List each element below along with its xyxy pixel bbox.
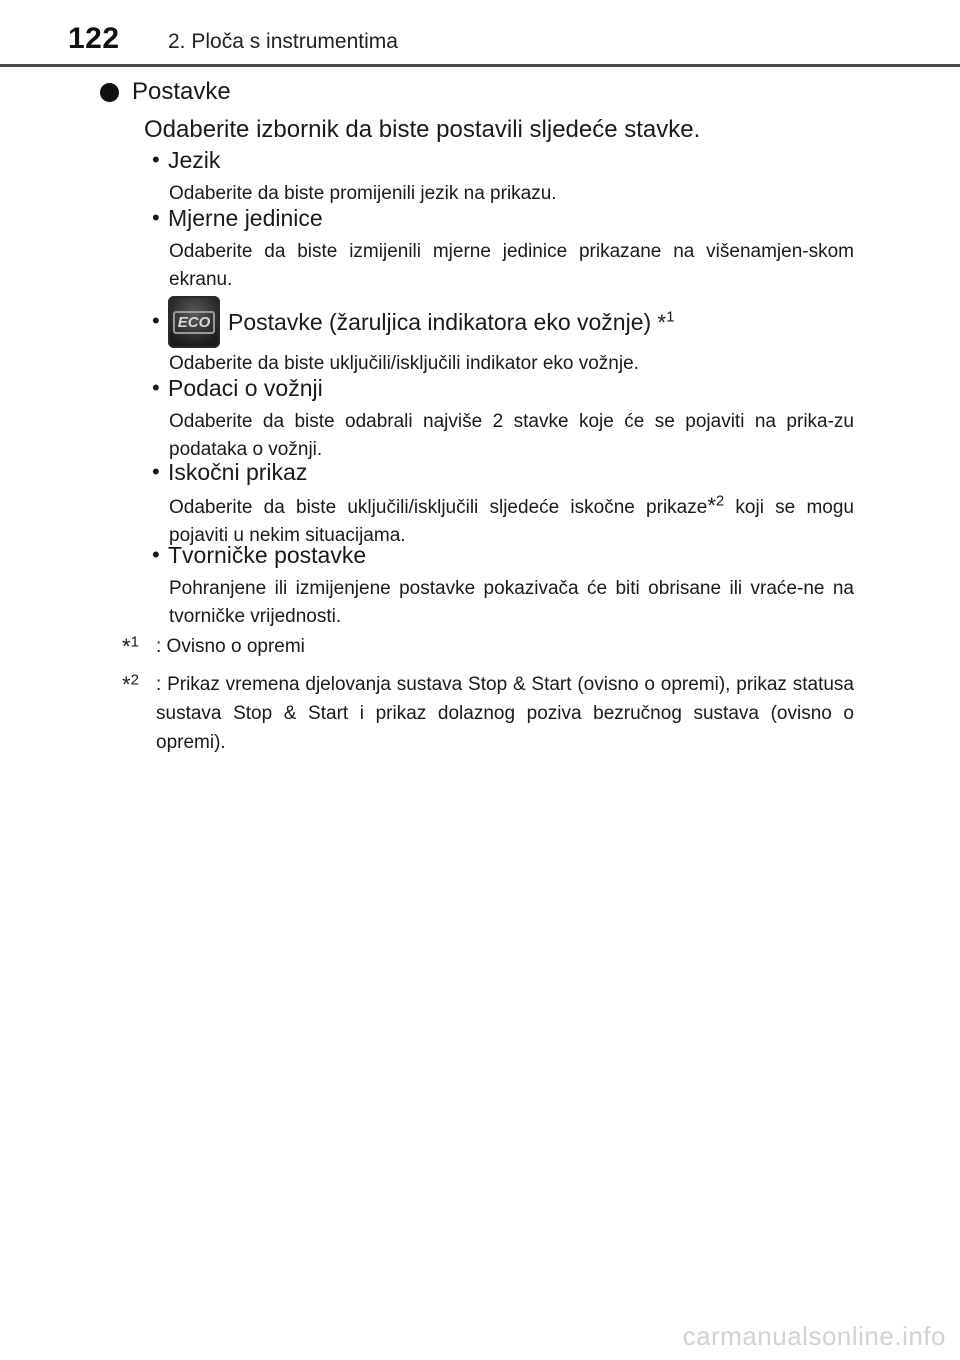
- item-title: Iskočni prikaz: [168, 459, 308, 485]
- page-header: [0, 0, 960, 70]
- item-title: Postavke (žaruljica indikatora eko vožnje) *$^1$: [228, 307, 675, 335]
- item-title: Mjerne jedinice: [168, 205, 323, 231]
- eco-indicator-icon: ECO: [168, 296, 220, 348]
- footnote: [122, 670, 854, 757]
- footnote-text: : Ovisno o opremi: [156, 636, 305, 657]
- bullet-icon: •: [152, 308, 160, 333]
- item-description: Pohranjene ili izmijenjene postavke pokazivača će biti obrisane ili vraće-ne na tvorničke vrijednosti.: [169, 578, 854, 627]
- footnote-marker: *$^1$: [122, 633, 139, 659]
- bullet-icon: •: [152, 375, 160, 400]
- bullet-icon: •: [152, 459, 160, 484]
- chapter-title: 2. Ploča s instrumentima: [168, 30, 398, 53]
- bullet-icon: •: [152, 147, 160, 172]
- list-item: [152, 542, 854, 631]
- section-heading: [100, 78, 231, 106]
- item-description: Odaberite da biste uključili/isključili sljedeće iskočne prikaze*$^2$ koji se mogu pojaviti u nekim situacijama.: [169, 492, 854, 546]
- bullet-dot-icon: [100, 83, 119, 102]
- list-item: [152, 459, 854, 550]
- item-description: Odaberite da biste promijenili jezik na prikazu.: [169, 183, 557, 204]
- section-intro: Odaberite izbornik da biste postavili sljedeće stavke.: [144, 116, 701, 143]
- item-title: Jezik: [168, 147, 221, 173]
- item-description: Odaberite da biste odabrali najviše 2 stavke koje će se pojaviti na prika-zu podataka o vožnji.: [169, 411, 854, 460]
- list-item: [152, 147, 854, 208]
- bullet-icon: •: [152, 542, 160, 567]
- footnote-text: : Prikaz vremena djelovanja sustava Stop & Start (ovisno o opremi), prikaz statusa sustava Stop & Start i prikaz dolaznog poziva bezručnog sustava (ovisno o opremi).: [156, 674, 854, 753]
- bullet-icon: •: [152, 205, 160, 230]
- section-title: Postavke: [132, 78, 231, 105]
- list-item: [152, 205, 854, 294]
- item-description: Odaberite da biste uključili/isključili indikator eko vožnje.: [169, 353, 639, 374]
- watermark: carmanualsonline.info: [682, 1321, 946, 1351]
- footnote-marker: *$^2$: [122, 671, 139, 697]
- item-description: Odaberite da biste izmijenili mjerne jedinice prikazane na višenamjen-skom ekranu.: [169, 241, 854, 290]
- item-title: Tvorničke postavke: [168, 542, 367, 568]
- list-item: [152, 375, 854, 464]
- header-divider: [0, 64, 960, 67]
- page-number: 122: [68, 22, 120, 55]
- item-title: Podaci o vožnji: [168, 375, 323, 401]
- list-item: [152, 296, 854, 378]
- footnote: [122, 632, 854, 661]
